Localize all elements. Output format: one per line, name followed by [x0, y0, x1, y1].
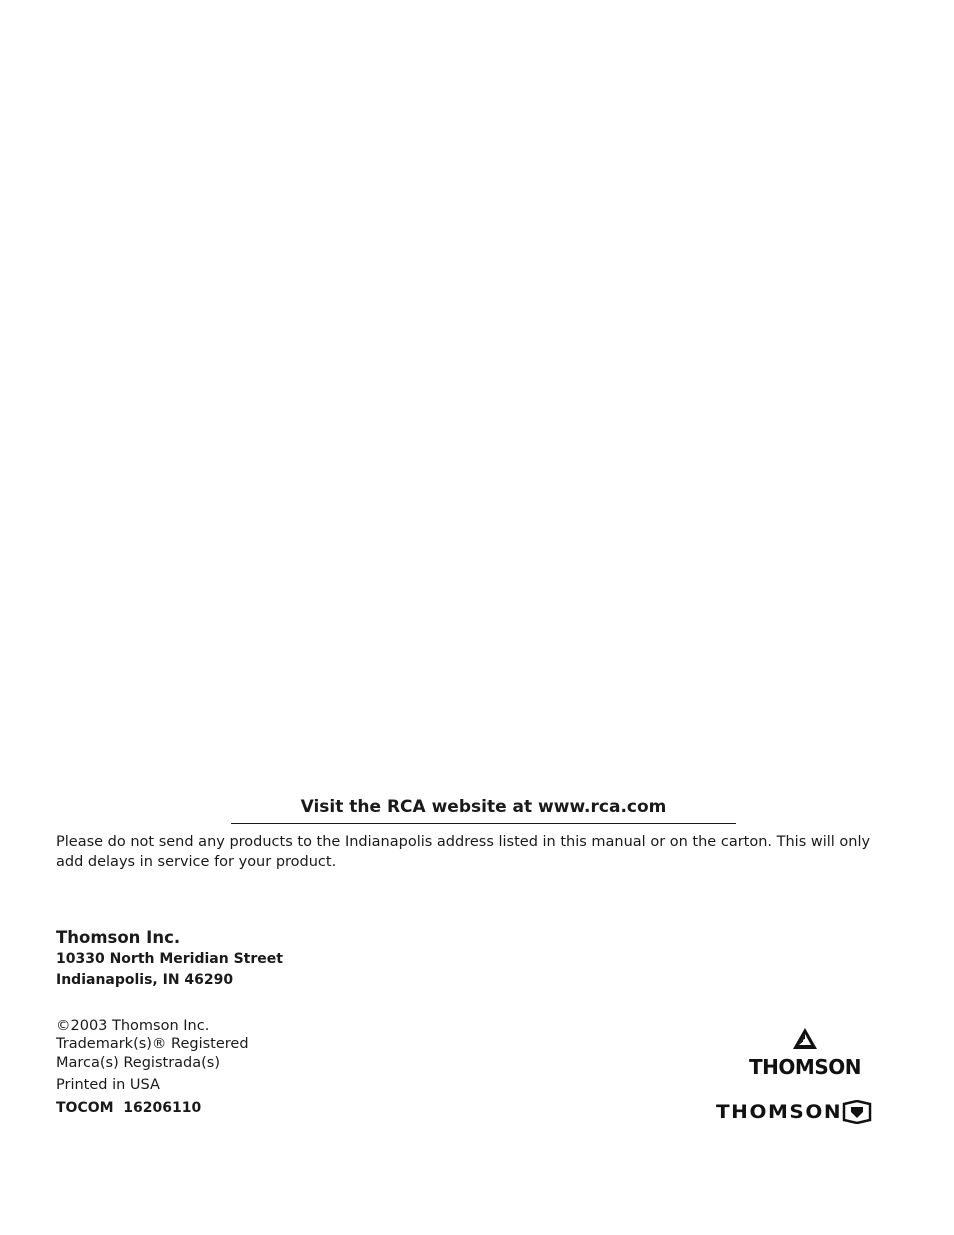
website-divider [231, 823, 736, 824]
company-city: Indianapolis, IN 46290 [56, 972, 234, 988]
company-street: 10330 North Meridian Street [56, 951, 283, 967]
tocom-code: TOCOM 16206110 [56, 1100, 202, 1116]
marca-line: Marca(s) Registrada(s) [56, 1055, 220, 1071]
website-line: Visit the RCA website at www.rca.com [300, 797, 667, 817]
company-name: Thomson Inc. [56, 928, 181, 947]
printed-line: Printed in USA [56, 1077, 160, 1093]
thomson-wide-logo [716, 1099, 872, 1125]
shipping-notice: Please do not send any products to the Indianapolis address listed in this manual or on the carton. This will only add delays in service for your product. [56, 834, 871, 870]
copyright-line: ©2003 Thomson Inc. [56, 1018, 210, 1034]
thomson-shield-emblem-icon [842, 1100, 872, 1124]
trademark-line: Trademark(s)® Registered [56, 1036, 249, 1052]
thomson-stacked-logo [745, 1027, 865, 1079]
thomson-stacked-wordmark: THOMSON [749, 1055, 861, 1079]
thomson-wide-wordmark: THOMSON [716, 1101, 843, 1123]
thomson-triangle-emblem-icon [792, 1027, 818, 1051]
